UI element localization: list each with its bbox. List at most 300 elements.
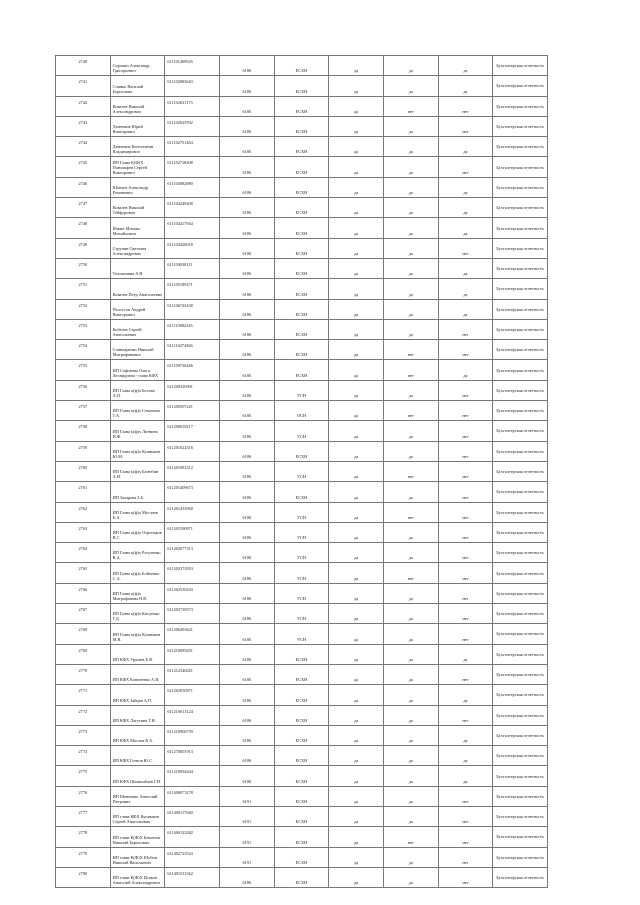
table-row <box>56 401 548 421</box>
cell-inn: 611102718408 <box>165 157 220 177</box>
cell-row-number: 2774 <box>56 746 111 766</box>
cell-status-1: да <box>329 198 384 218</box>
cell-report-type: Бухгалтерская отчетность <box>493 482 548 502</box>
table-row <box>56 604 548 624</box>
cell-inn: 611400117640 <box>165 806 220 826</box>
cell-status-1: да <box>329 522 384 542</box>
cell-status-3: нет <box>438 664 493 684</box>
cell-inn: 611200320901 <box>165 380 220 400</box>
cell-report-type: Бухгалтерская отчетность <box>493 116 548 136</box>
cell-row-number: 2758 <box>56 421 111 441</box>
cell-tax-office-code: 6186 <box>219 421 274 441</box>
cell-status-1: да <box>329 116 384 136</box>
cell-tax-office-code: 6186 <box>219 96 274 116</box>
cell-row-number: 2777 <box>56 806 111 826</box>
cell-row-number: 2741 <box>56 76 111 96</box>
cell-holder-name: ИП Глава к(ф)х Бойченко С.А. <box>110 563 165 583</box>
cell-inn: 611212346021 <box>165 664 220 684</box>
cell-row-number: 2760 <box>56 461 111 481</box>
cell-holder-name: ИП Глава к(ф)х Батюбин А.И. <box>110 461 165 481</box>
cell-row-number: 2753 <box>56 319 111 339</box>
cell-status-3: да <box>438 746 493 766</box>
cell-report-type: Бухгалтерская отчетность <box>493 827 548 847</box>
cell-report-type: Бухгалтерская отчетность <box>493 441 548 461</box>
cell-status-1: да <box>329 746 384 766</box>
registry-table-body <box>56 56 548 888</box>
table-row <box>56 441 548 461</box>
cell-row-number: 2757 <box>56 401 111 421</box>
cell-holder-name: Стручин Светлана Александровна <box>110 238 165 258</box>
cell-holder-name: Шевчук Александр Романович <box>110 177 165 197</box>
cell-tax-regime: ЕСХН <box>274 441 329 461</box>
cell-row-number: 2779 <box>56 847 111 867</box>
cell-inn: 611400073278 <box>165 786 220 806</box>
cell-tax-office-code: 6186 <box>219 137 274 157</box>
cell-status-2: да <box>383 157 438 177</box>
cell-row-number: 2754 <box>56 340 111 360</box>
cell-row-number: 2740 <box>56 56 111 76</box>
cell-status-1: да <box>329 664 384 684</box>
cell-tax-regime: ЕСХН <box>274 847 329 867</box>
cell-status-1: да <box>329 847 384 867</box>
cell-tax-office-code: 6186 <box>219 461 274 481</box>
cell-status-3: нет <box>438 543 493 563</box>
cell-tax-regime: ЕСХН <box>274 827 329 847</box>
cell-row-number: 2763 <box>56 522 111 542</box>
cell-holder-name: Ковалев Николай Тейфурович <box>110 198 165 218</box>
cell-holder-name: ИП глава К(Ф)Х Бешенов Николай Борисович <box>110 827 165 847</box>
cell-status-3: да <box>438 56 493 76</box>
cell-status-1: да <box>329 238 384 258</box>
cell-tax-regime: ЕСХН <box>274 299 329 319</box>
cell-row-number: 2773 <box>56 725 111 745</box>
cell-report-type: Бухгалтерская отчетность <box>493 624 548 644</box>
cell-status-1: да <box>329 604 384 624</box>
cell-tax-office-code: 6191 <box>219 806 274 826</box>
table-row <box>56 319 548 339</box>
cell-tax-office-code: 6186 <box>219 401 274 421</box>
cell-status-3: да <box>438 685 493 705</box>
cell-tax-office-code: 6191 <box>219 847 274 867</box>
table-row <box>56 725 548 745</box>
table-row <box>56 705 548 725</box>
cell-tax-office-code: 6186 <box>219 766 274 786</box>
table-row <box>56 502 548 522</box>
cell-tax-office-code: 6186 <box>219 157 274 177</box>
cell-tax-regime: ЕСХН <box>274 360 329 380</box>
cell-tax-regime: УСН <box>274 563 329 583</box>
cell-tax-office-code: 6186 <box>219 746 274 766</box>
cell-tax-office-code: 6186 <box>219 279 274 299</box>
cell-inn: 611210085651 <box>165 644 220 664</box>
table-row <box>56 786 548 806</box>
cell-row-number: 2746 <box>56 177 111 197</box>
cell-inn: 611200818217 <box>165 421 220 441</box>
cell-inn: 611102003643 <box>165 76 220 96</box>
cell-status-2: да <box>383 786 438 806</box>
table-row <box>56 116 548 136</box>
cell-report-type: Бухгалтерская отчетность <box>493 461 548 481</box>
cell-status-3: нет <box>438 421 493 441</box>
cell-inn: 611210906759 <box>165 725 220 745</box>
cell-status-2: да <box>383 867 438 887</box>
cell-row-number: 2770 <box>56 664 111 684</box>
cell-tax-office-code: 6186 <box>219 360 274 380</box>
cell-holder-name: ИП глава К(Ф)Х Шубин Николай Васильевич <box>110 847 165 867</box>
cell-row-number: 2749 <box>56 238 111 258</box>
cell-tax-regime: ЕСХН <box>274 766 329 786</box>
cell-inn: 611202539243 <box>165 583 220 603</box>
cell-status-3: да <box>438 198 493 218</box>
cell-inn: 611104249408 <box>165 198 220 218</box>
cell-status-2: да <box>383 76 438 96</box>
table-row <box>56 96 548 116</box>
cell-inn: 611202372953 <box>165 563 220 583</box>
cell-holder-name: ИП КФХ Шамшибаев Г.Н. <box>110 766 165 786</box>
cell-tax-regime: ЕСХН <box>274 177 329 197</box>
cell-inn: 611110274366 <box>165 340 220 360</box>
table-row <box>56 664 548 684</box>
cell-tax-office-code: 6186 <box>219 340 274 360</box>
cell-tax-office-code: 6186 <box>219 583 274 603</box>
cell-status-2: да <box>383 137 438 157</box>
cell-status-3: нет <box>438 340 493 360</box>
cell-status-1: да <box>329 725 384 745</box>
cell-status-2: да <box>383 543 438 563</box>
cell-status-2: нет <box>383 502 438 522</box>
cell-holder-name: ИП Глава к(ф)х Кушнаков Ю.М. <box>110 441 165 461</box>
cell-report-type: Бухгалтерская отчетность <box>493 705 548 725</box>
cell-tax-office-code: 6186 <box>219 867 274 887</box>
cell-tax-regime: УСН <box>274 380 329 400</box>
table-row <box>56 827 548 847</box>
cell-inn: 611270001913 <box>165 746 220 766</box>
cell-status-2: да <box>383 380 438 400</box>
cell-status-1: да <box>329 218 384 238</box>
cell-holder-name: ИП глава К(Ф)Х Исаков Анатолий Александрович <box>110 867 165 887</box>
cell-status-2: да <box>383 806 438 826</box>
cell-status-1: да <box>329 806 384 826</box>
cell-status-3: да <box>438 725 493 745</box>
cell-row-number: 2742 <box>56 96 111 116</box>
cell-tax-office-code: 6186 <box>219 502 274 522</box>
cell-tax-office-code: 6186 <box>219 56 274 76</box>
cell-inn: 611106743438 <box>165 299 220 319</box>
cell-report-type: Бухгалтерская отчетность <box>493 685 548 705</box>
cell-status-1: да <box>329 258 384 278</box>
cell-report-type: Бухгалтерская отчетность <box>493 319 548 339</box>
cell-status-2: да <box>383 299 438 319</box>
cell-holder-name: Деменков Константин Владимирович <box>110 137 165 157</box>
cell-tax-office-code: 6191 <box>219 786 274 806</box>
cell-tax-office-code: 6186 <box>219 319 274 339</box>
cell-tax-regime: ЕСХН <box>274 218 329 238</box>
cell-tax-regime: ЕСХН <box>274 340 329 360</box>
cell-tax-office-code: 6186 <box>219 218 274 238</box>
cell-status-1: да <box>329 340 384 360</box>
cell-report-type: Бухгалтерская отчетность <box>493 198 548 218</box>
cell-holder-name: Толоконина А.Н <box>110 258 165 278</box>
cell-row-number: 2776 <box>56 786 111 806</box>
cell-tax-office-code: 6186 <box>219 522 274 542</box>
cell-report-type: Бухгалтерская отчетность <box>493 421 548 441</box>
cell-holder-name: Слинко Василий Борисович <box>110 76 165 96</box>
cell-tax-office-code: 6186 <box>219 543 274 563</box>
table-row <box>56 522 548 542</box>
cell-status-3: нет <box>438 238 493 258</box>
cell-tax-office-code: 6186 <box>219 705 274 725</box>
cell-status-2: нет <box>383 360 438 380</box>
cell-inn: 611201433960 <box>165 502 220 522</box>
cell-report-type: Бухгалтерская отчетность <box>493 604 548 624</box>
table-row <box>56 76 548 96</box>
cell-row-number: 2744 <box>56 137 111 157</box>
cell-report-type: Бухгалтерская отчетность <box>493 766 548 786</box>
cell-row-number: 2747 <box>56 198 111 218</box>
cell-inn: 611206493621 <box>165 624 220 644</box>
cell-status-1: да <box>329 461 384 481</box>
cell-holder-name: ИП КФХ Зайцев А.П. <box>110 685 165 705</box>
cell-status-2: да <box>383 522 438 542</box>
cell-status-2: да <box>383 198 438 218</box>
cell-tax-office-code: 6186 <box>219 563 274 583</box>
cell-status-2: да <box>383 279 438 299</box>
cell-inn: 611102631173 <box>165 96 220 116</box>
cell-tax-regime: УСН <box>274 502 329 522</box>
cell-status-1: да <box>329 279 384 299</box>
cell-status-1: да <box>329 786 384 806</box>
cell-row-number: 2751 <box>56 279 111 299</box>
cell-tax-regime: УСН <box>274 543 329 563</box>
cell-status-3: нет <box>438 502 493 522</box>
cell-status-2: да <box>383 218 438 238</box>
cell-holder-name: ИП Глава к(ф)х Семенова Т.А. <box>110 401 165 421</box>
table-row <box>56 137 548 157</box>
cell-inn: 611201590971 <box>165 522 220 542</box>
cell-status-1: да <box>329 705 384 725</box>
cell-holder-name: ИП Шевченко Анатолий Петрович <box>110 786 165 806</box>
cell-status-3: нет <box>438 441 493 461</box>
cell-row-number: 2771 <box>56 685 111 705</box>
cell-holder-name: ИП Захарова З.Б. <box>110 482 165 502</box>
cell-holder-name: ИП Глава к(ф)х Литвина Н.Ф. <box>110 421 165 441</box>
cell-inn: 611110082345 <box>165 319 220 339</box>
cell-holder-name: ИП КФХ Лагутина Т.Н. <box>110 705 165 725</box>
table-row <box>56 218 548 238</box>
cell-tax-regime: УСН <box>274 583 329 603</box>
cell-holder-name: ИП Глава к(ф)х Рогуленко В.А. <box>110 543 165 563</box>
cell-tax-regime: ЕСХН <box>274 116 329 136</box>
table-row <box>56 279 548 299</box>
cell-report-type: Бухгалтерская отчетность <box>493 56 548 76</box>
cell-holder-name: ИП глава КФХ Кушнаков Сергей Анатольевич <box>110 806 165 826</box>
cell-report-type: Бухгалтерская отчетность <box>493 806 548 826</box>
cell-status-3: нет <box>438 96 493 116</box>
cell-holder-name: Ичкин Михаил Михайлович <box>110 218 165 238</box>
cell-tax-regime: ЕСХН <box>274 76 329 96</box>
cell-status-1: да <box>329 563 384 583</box>
table-row <box>56 563 548 583</box>
cell-tax-regime: УСН <box>274 421 329 441</box>
cell-status-1: да <box>329 137 384 157</box>
cell-status-2: да <box>383 421 438 441</box>
cell-report-type: Бухгалтерская отчетность <box>493 401 548 421</box>
cell-row-number: 2743 <box>56 116 111 136</box>
cell-inn: 611201022516 <box>165 441 220 461</box>
cell-status-1: да <box>329 177 384 197</box>
cell-status-1: да <box>329 96 384 116</box>
cell-tax-office-code: 6186 <box>219 441 274 461</box>
cell-report-type: Бухгалтерская отчетность <box>493 725 548 745</box>
cell-status-3: нет <box>438 604 493 624</box>
cell-row-number: 2745 <box>56 157 111 177</box>
cell-holder-name: Сорокин Александр Григорьевич <box>110 56 165 76</box>
cell-tax-regime: ЕСХН <box>274 279 329 299</box>
cell-status-1: да <box>329 685 384 705</box>
cell-status-3: нет <box>438 563 493 583</box>
cell-inn: 611105189471 <box>165 279 220 299</box>
cell-status-2: нет <box>383 340 438 360</box>
cell-holder-name: ИП КФХ Маслов В.А. <box>110 725 165 745</box>
cell-report-type: Бухгалтерская отчетность <box>493 238 548 258</box>
cell-inn: 611104417944 <box>165 218 220 238</box>
cell-status-3: нет <box>438 847 493 867</box>
cell-inn: 611210613124 <box>165 705 220 725</box>
cell-status-2: нет <box>383 461 438 481</box>
cell-status-1: да <box>329 827 384 847</box>
table-row <box>56 685 548 705</box>
cell-inn: 611402723523 <box>165 847 220 867</box>
cell-tax-regime: ЕСХН <box>274 56 329 76</box>
cell-status-2: да <box>383 583 438 603</box>
cell-holder-name: ИП Глава к(ф)х Кушнаков М.В. <box>110 624 165 644</box>
cell-inn: 611401531562 <box>165 867 220 887</box>
cell-report-type: Бухгалтерская отчетность <box>493 380 548 400</box>
cell-tax-office-code: 6186 <box>219 624 274 644</box>
cell-status-1: да <box>329 76 384 96</box>
cell-row-number: 2750 <box>56 258 111 278</box>
cell-status-1: да <box>329 867 384 887</box>
cell-holder-name: ИП Глава к(ф)х Муслаев Е.А. <box>110 502 165 522</box>
cell-status-2: да <box>383 238 438 258</box>
cell-holder-name: ИП Глава к(ф)х Кисунько Г.Д. <box>110 604 165 624</box>
cell-row-number: 2759 <box>56 441 111 461</box>
cell-row-number: 2767 <box>56 604 111 624</box>
table-row <box>56 157 548 177</box>
cell-status-2: да <box>383 177 438 197</box>
cell-report-type: Бухгалтерская отчетность <box>493 867 548 887</box>
cell-tax-regime: ЕСХН <box>274 137 329 157</box>
cell-status-1: да <box>329 299 384 319</box>
cell-holder-name: ИП Глава к(ф)х Отроньков В.С. <box>110 522 165 542</box>
cell-row-number: 2748 <box>56 218 111 238</box>
table-row <box>56 806 548 826</box>
cell-inn: 611202050971 <box>165 685 220 705</box>
cell-row-number: 2752 <box>56 299 111 319</box>
cell-inn: 611203739573 <box>165 604 220 624</box>
cell-status-1: да <box>329 583 384 603</box>
cell-report-type: Бухгалтерская отчетность <box>493 177 548 197</box>
cell-row-number: 2775 <box>56 766 111 786</box>
cell-status-3: нет <box>438 786 493 806</box>
cell-tax-regime: ЕСХН <box>274 705 329 725</box>
cell-status-2: да <box>383 482 438 502</box>
cell-status-2: нет <box>383 96 438 116</box>
cell-status-3: да <box>438 177 493 197</box>
cell-tax-office-code: 6186 <box>219 685 274 705</box>
cell-tax-regime: УСН <box>274 522 329 542</box>
cell-inn: 611201409673 <box>165 482 220 502</box>
table-row <box>56 177 548 197</box>
cell-status-3: нет <box>438 806 493 826</box>
cell-status-3: нет <box>438 522 493 542</box>
cell-status-2: да <box>383 664 438 684</box>
cell-status-3: да <box>438 279 493 299</box>
cell-status-3: нет <box>438 867 493 887</box>
cell-holder-name: Слинчаренко Николай Митрофанович <box>110 340 165 360</box>
cell-tax-regime: ЕСХН <box>274 157 329 177</box>
cell-status-3: нет <box>438 319 493 339</box>
cell-status-1: да <box>329 421 384 441</box>
cell-status-3: да <box>438 360 493 380</box>
cell-inn: 611104938211 <box>165 258 220 278</box>
cell-status-3: нет <box>438 482 493 502</box>
cell-inn: 611102635592 <box>165 116 220 136</box>
cell-status-3: да <box>438 137 493 157</box>
cell-report-type: Бухгалтерская отчетность <box>493 502 548 522</box>
cell-tax-regime: ЕСХН <box>274 867 329 887</box>
cell-holder-name: Полтусов Андрей Викторович <box>110 299 165 319</box>
cell-status-3: нет <box>438 157 493 177</box>
cell-status-1: да <box>329 56 384 76</box>
cell-tax-office-code: 6186 <box>219 177 274 197</box>
cell-row-number: 2755 <box>56 360 111 380</box>
cell-report-type: Бухгалтерская отчетность <box>493 522 548 542</box>
cell-report-type: Бухгалтерская отчетность <box>493 340 548 360</box>
table-row <box>56 867 548 887</box>
cell-tax-regime: ЕСХН <box>274 319 329 339</box>
cell-status-2: да <box>383 685 438 705</box>
cell-status-2: да <box>383 56 438 76</box>
cell-status-3: да <box>438 299 493 319</box>
table-row <box>56 380 548 400</box>
cell-holder-name: ИП КФХ Кононенко А.Я. <box>110 664 165 684</box>
cell-holder-name: ИП Глава к(ф)х Митрофанова Н.В. <box>110 583 165 603</box>
cell-status-1: да <box>329 380 384 400</box>
cell-row-number: 2768 <box>56 624 111 644</box>
cell-tax-regime: ЕСХН <box>274 664 329 684</box>
cell-tax-office-code: 6186 <box>219 644 274 664</box>
cell-tax-regime: ЕСХН <box>274 786 329 806</box>
cell-report-type: Бухгалтерская отчетность <box>493 786 548 806</box>
cell-status-2: да <box>383 319 438 339</box>
cell-inn: 611200507221 <box>165 401 220 421</box>
cell-report-type: Бухгалтерская отчетность <box>493 157 548 177</box>
cell-tax-office-code: 6186 <box>219 258 274 278</box>
cell-tax-regime: ЕСХН <box>274 238 329 258</box>
cell-status-3: нет <box>438 401 493 421</box>
cell-status-1: да <box>329 502 384 522</box>
cell-status-2: да <box>383 746 438 766</box>
cell-report-type: Бухгалтерская отчетность <box>493 258 548 278</box>
table-row <box>56 299 548 319</box>
cell-status-1: да <box>329 441 384 461</box>
cell-tax-regime: ЕСХН <box>274 198 329 218</box>
table-row <box>56 766 548 786</box>
cell-status-3: да <box>438 258 493 278</box>
cell-inn: 611400123382 <box>165 827 220 847</box>
cell-tax-regime: ЕСХН <box>274 482 329 502</box>
